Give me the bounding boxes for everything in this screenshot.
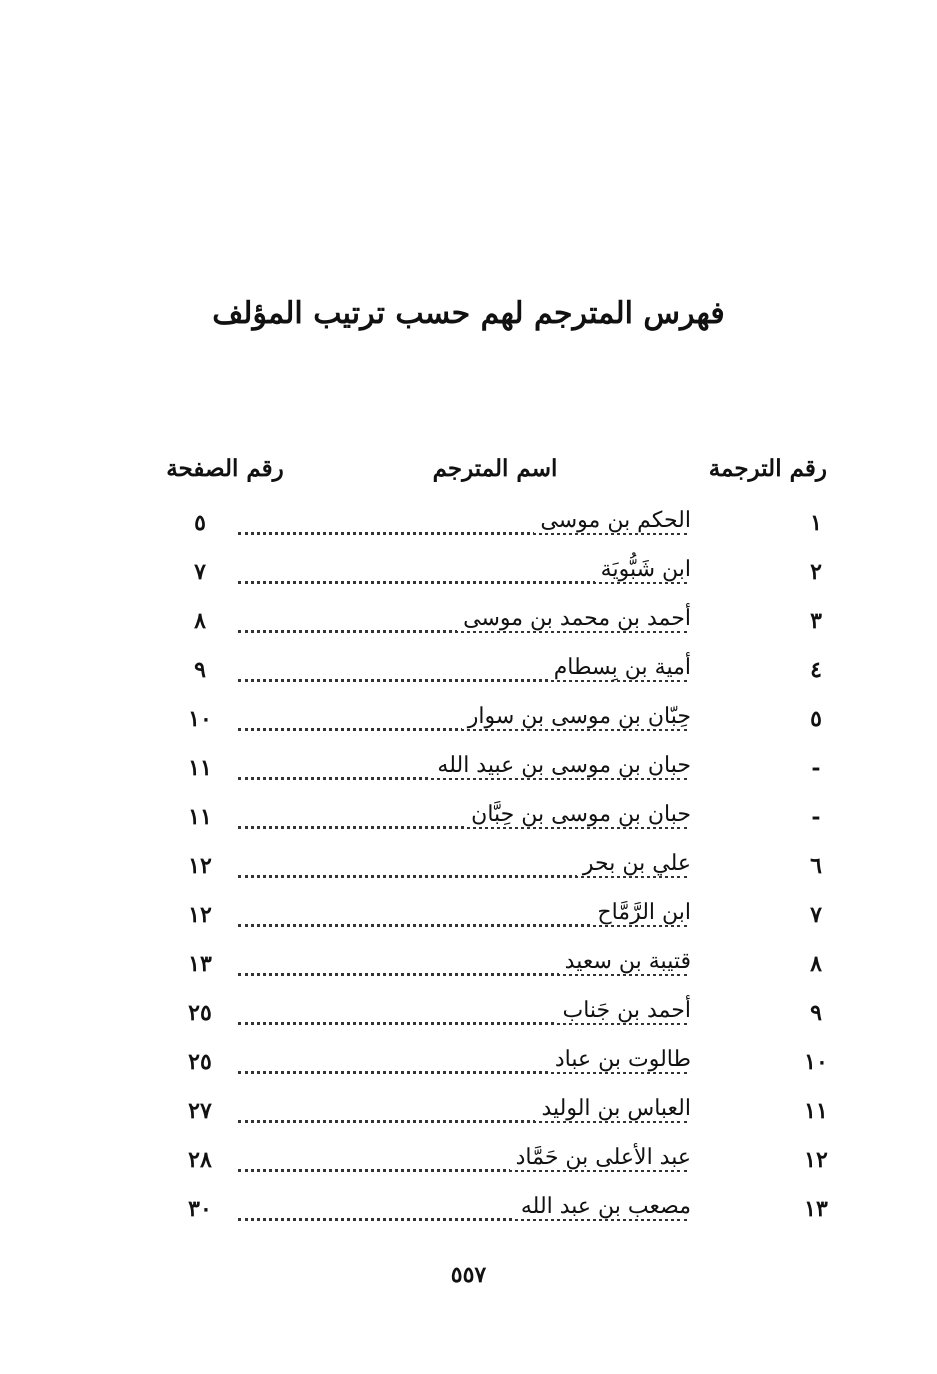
entry-name: عبد الأعلى بن حَمَّاد bbox=[510, 1145, 691, 1170]
column-header-name: اسم المترجم bbox=[432, 455, 558, 482]
entry-page: ٥ bbox=[194, 510, 206, 536]
index-row bbox=[0, 992, 937, 1041]
entry-name: حبان بن موسى بن عبيد الله bbox=[431, 753, 691, 778]
index-list bbox=[0, 502, 937, 1237]
entry-name: أمية بن بِسطام bbox=[548, 655, 691, 680]
entry-number: ٧ bbox=[810, 902, 822, 928]
entry-number: ٥ bbox=[810, 706, 822, 732]
entry-number: ١٢ bbox=[804, 1147, 828, 1173]
index-row bbox=[0, 600, 937, 649]
entry-name: علي بن بحر bbox=[577, 851, 691, 876]
entry-name: حِبّان بن موسى بن سوار bbox=[462, 704, 691, 729]
entry-number: - bbox=[811, 755, 821, 781]
index-row bbox=[0, 649, 937, 698]
entry-name: الحكم بن موسى bbox=[534, 508, 691, 533]
entry-number: ٦ bbox=[810, 853, 822, 879]
index-row bbox=[0, 551, 937, 600]
index-row bbox=[0, 1090, 937, 1139]
index-row bbox=[0, 1139, 937, 1188]
entry-number: ١ bbox=[810, 510, 822, 536]
entry-page: ٣٠ bbox=[188, 1196, 212, 1222]
entry-name: ابن الرَّمَّاح bbox=[591, 900, 691, 925]
entry-page: ١١ bbox=[188, 755, 212, 781]
entry-page: ١٠ bbox=[188, 706, 212, 732]
entry-page: ٩ bbox=[194, 657, 206, 683]
column-header-page: رقم الصفحة bbox=[166, 455, 284, 482]
entry-number: ١١ bbox=[804, 1098, 828, 1124]
entry-number: ٢ bbox=[810, 559, 822, 585]
entry-name: مصعب بن عبد الله bbox=[515, 1194, 691, 1219]
index-row bbox=[0, 845, 937, 894]
column-header-number: رقم الترجمة bbox=[708, 455, 827, 482]
entry-number: ٩ bbox=[810, 1000, 822, 1026]
index-row bbox=[0, 943, 937, 992]
entry-name: ابن شَبُّويَة bbox=[595, 557, 691, 582]
entry-page: ٧ bbox=[194, 559, 206, 585]
index-row bbox=[0, 747, 937, 796]
entry-number: ٤ bbox=[810, 657, 822, 683]
entry-page: ١٣ bbox=[188, 951, 212, 977]
entry-name: قتيبة بن سعيد bbox=[559, 949, 691, 974]
entry-name: أحمد بن محمد بن موسى bbox=[457, 606, 691, 631]
page-title: فهرس المترجم لهم حسب ترتيب المؤلف bbox=[212, 296, 725, 331]
entry-number: ٨ bbox=[810, 951, 822, 977]
entry-number: - bbox=[811, 804, 821, 830]
entry-page: ٨ bbox=[194, 608, 206, 634]
entry-page: ١٢ bbox=[188, 902, 212, 928]
index-row bbox=[0, 1041, 937, 1090]
index-row bbox=[0, 1188, 937, 1237]
index-row bbox=[0, 502, 937, 551]
index-row bbox=[0, 698, 937, 747]
entry-page: ١٢ bbox=[188, 853, 212, 879]
entry-name: طالوت بن عباد bbox=[549, 1047, 691, 1072]
entry-page: ٢٨ bbox=[188, 1147, 212, 1173]
entry-name: العباس بن الوليد bbox=[535, 1096, 691, 1121]
index-row bbox=[0, 894, 937, 943]
entry-name: أحمد بن جَناب bbox=[557, 998, 692, 1023]
entry-number: ١٣ bbox=[804, 1196, 828, 1222]
entry-page: ٢٥ bbox=[188, 1000, 212, 1026]
page-number: ٥٥٧ bbox=[450, 1262, 487, 1288]
entry-page: ١١ bbox=[188, 804, 212, 830]
entry-number: ٣ bbox=[810, 608, 822, 634]
entry-name: حبان بن موسى بن حِبَّان bbox=[465, 802, 691, 827]
entry-page: ٢٧ bbox=[188, 1098, 212, 1124]
entry-number: ١٠ bbox=[804, 1049, 828, 1075]
entry-page: ٢٥ bbox=[188, 1049, 212, 1075]
index-row bbox=[0, 796, 937, 845]
